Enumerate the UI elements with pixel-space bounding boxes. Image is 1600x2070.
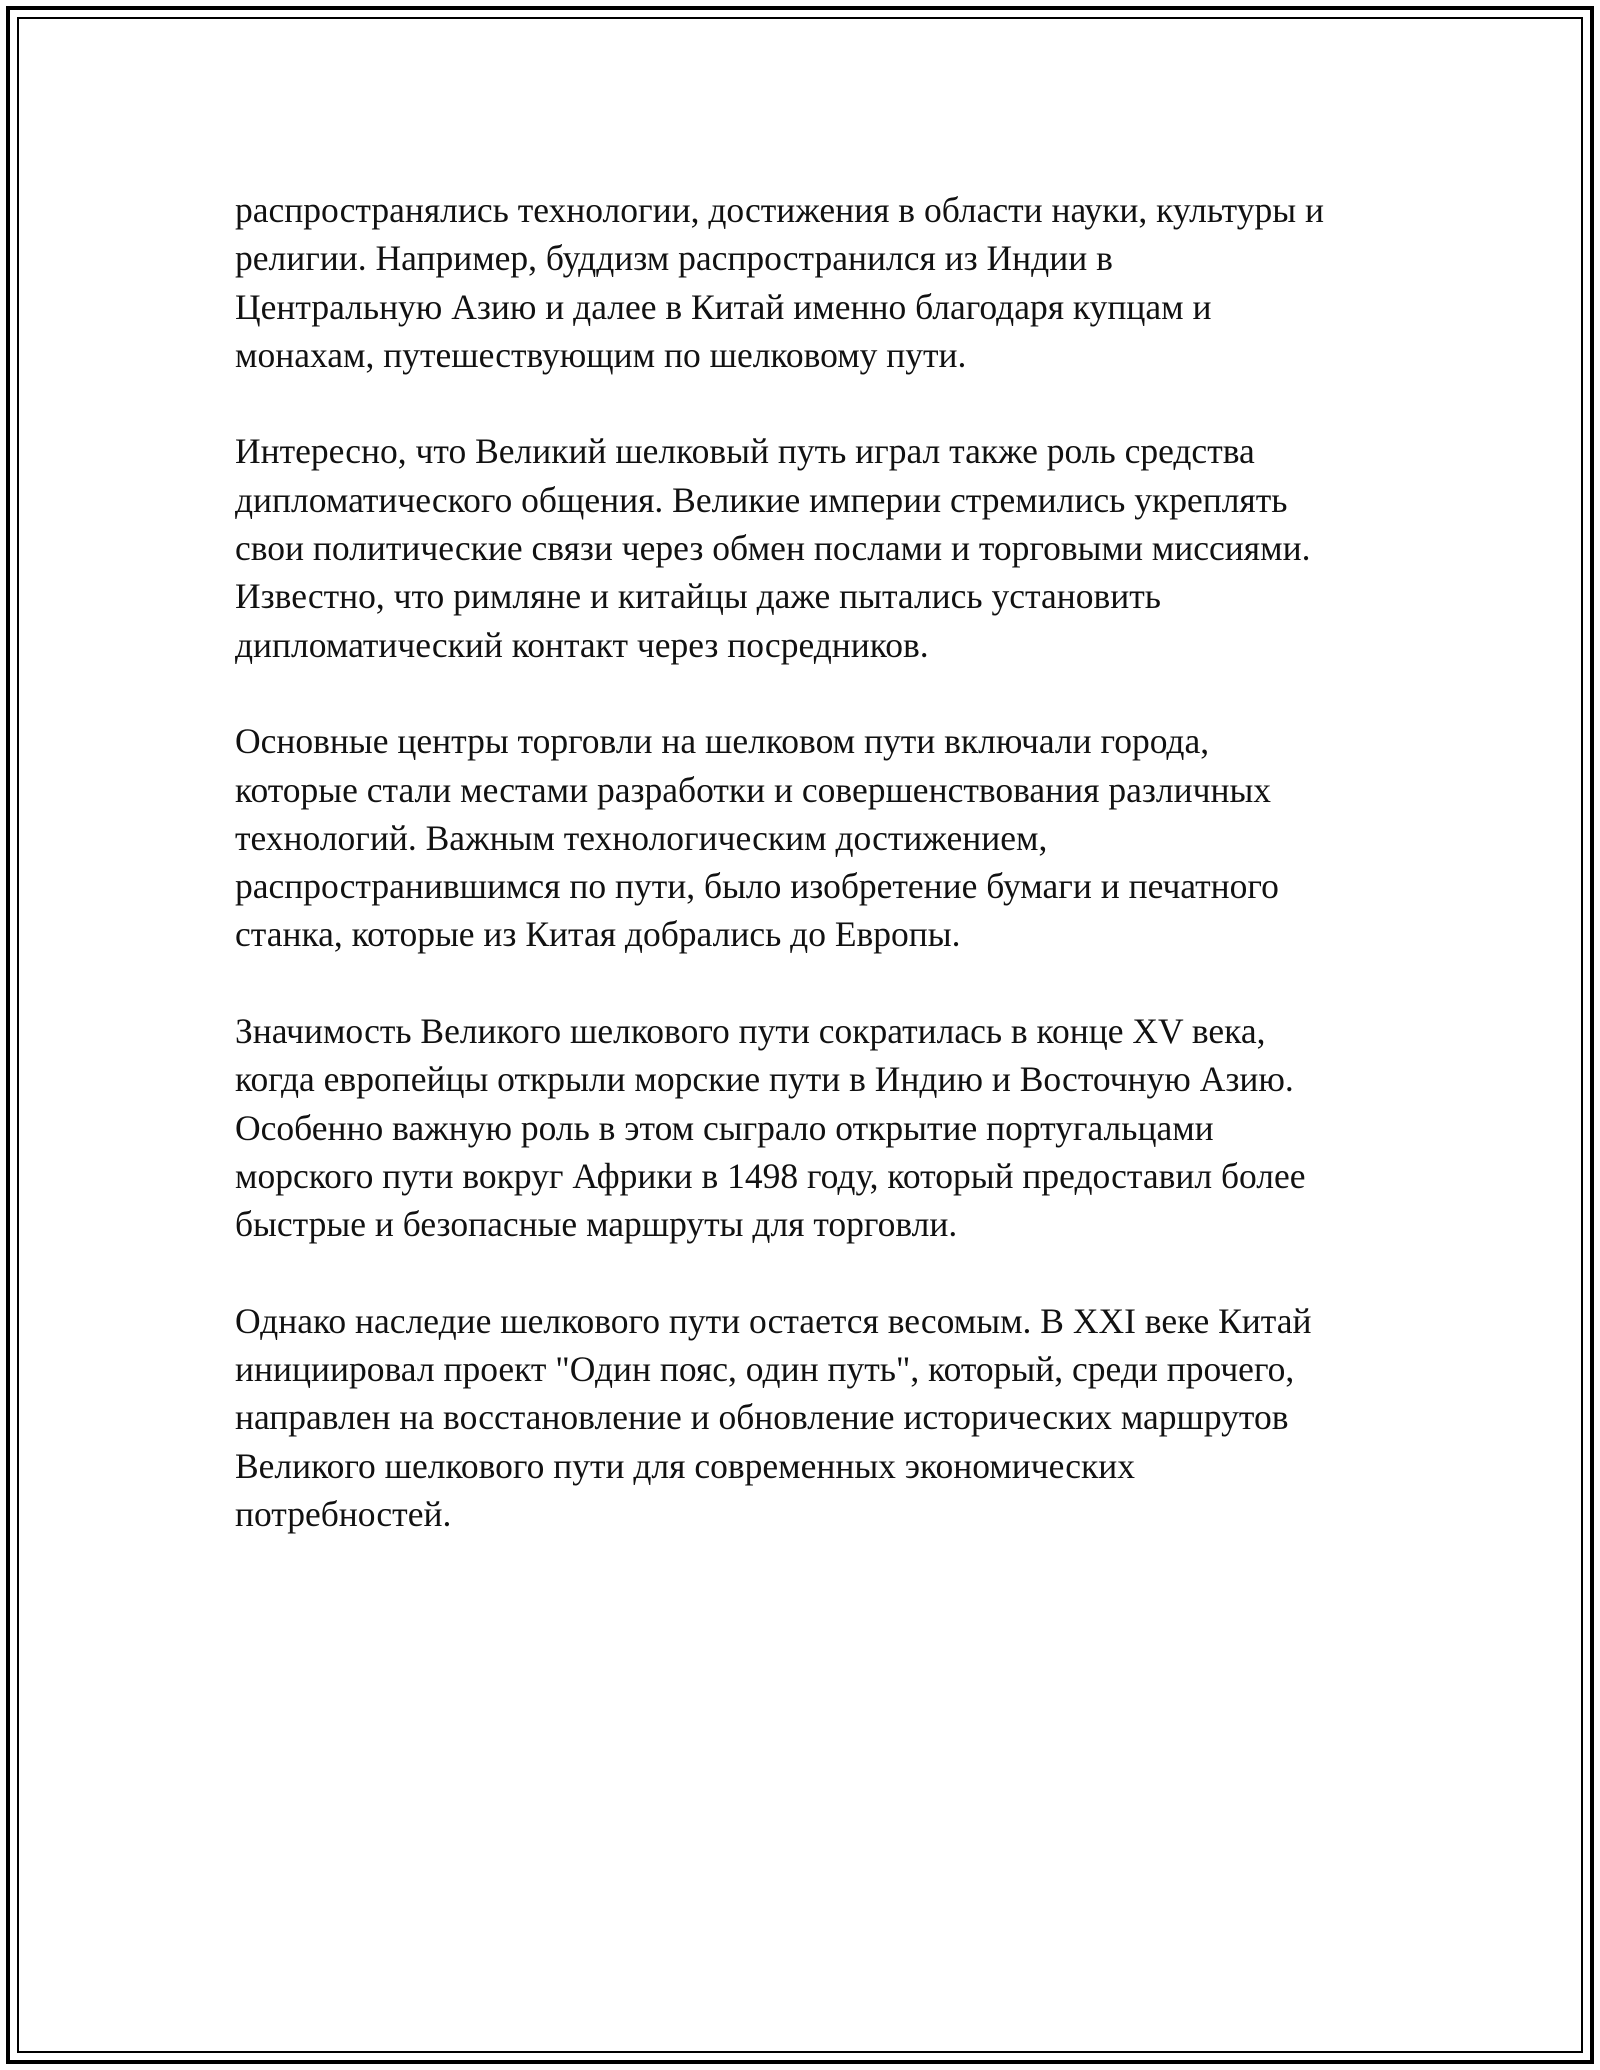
text-line: дипломатического общения. Великие империи стремились укреплять [235, 479, 1288, 520]
text-line: свои политические связи через обмен послами и торговыми миссиями. [235, 528, 1311, 569]
document-body [235, 186, 1405, 1587]
text-line: Интересно, что Великий шелковый путь играл также роль средства [235, 431, 1255, 472]
text-line: монахам, путешествующим по шелковому пути. [235, 334, 967, 375]
text-line: направлен на восстановление и обновление исторических маршрутов [235, 1397, 1289, 1438]
paragraph-1 [235, 186, 1405, 379]
text-line: Основные центры торговли на шелковом пути включали города, [235, 721, 1210, 762]
text-line: распространившимся по пути, было изобретение бумаги и печатного [235, 866, 1279, 907]
text-line: Великого шелкового пути для современных экономических [235, 1445, 1136, 1486]
text-line: религии. Например, буддизм распространился из Индии в [235, 238, 1113, 279]
text-line: когда европейцы открыли морские пути в Индию и Восточную Азию. [235, 1059, 1294, 1100]
paragraph-4 [235, 1007, 1405, 1248]
text-line: Центральную Азию и далее в Китай именно благодаря купцам и [235, 286, 1212, 327]
text-line: распространялись технологии, достижения в области науки, культуры и [235, 190, 1324, 230]
text-line: Однако наследие шелкового пути остается весомым. В XXI веке Китай [235, 1300, 1312, 1341]
text-line: Значимость Великого шелкового пути сократилась в конце XV века, [235, 1011, 1266, 1052]
text-line: Особенно важную роль в этом сыграло открытие португальцами [235, 1107, 1214, 1148]
text-line: станка, которые из Китая добрались до Европы. [235, 914, 961, 955]
text-line: инициировал проект "Один пояс, один путь", который, среди прочего, [235, 1349, 1295, 1390]
text-line: дипломатический контакт через посредников. [235, 624, 929, 665]
paragraph-2 [235, 427, 1405, 668]
text-line: быстрые и безопасные маршруты для торговли. [235, 1204, 958, 1245]
paragraph-5 [235, 1297, 1405, 1538]
paragraph-3 [235, 717, 1405, 958]
text-line: Известно, что римляне и китайцы даже пытались установить [235, 576, 1161, 617]
text-line: потребностей. [235, 1494, 452, 1535]
text-line: которые стали местами разработки и совершенствования различных [235, 769, 1272, 810]
text-line: морского пути вокруг Африки в 1498 году, который предоставил более [235, 1155, 1306, 1196]
text-line: технологий. Важным технологическим достижением, [235, 817, 1048, 858]
